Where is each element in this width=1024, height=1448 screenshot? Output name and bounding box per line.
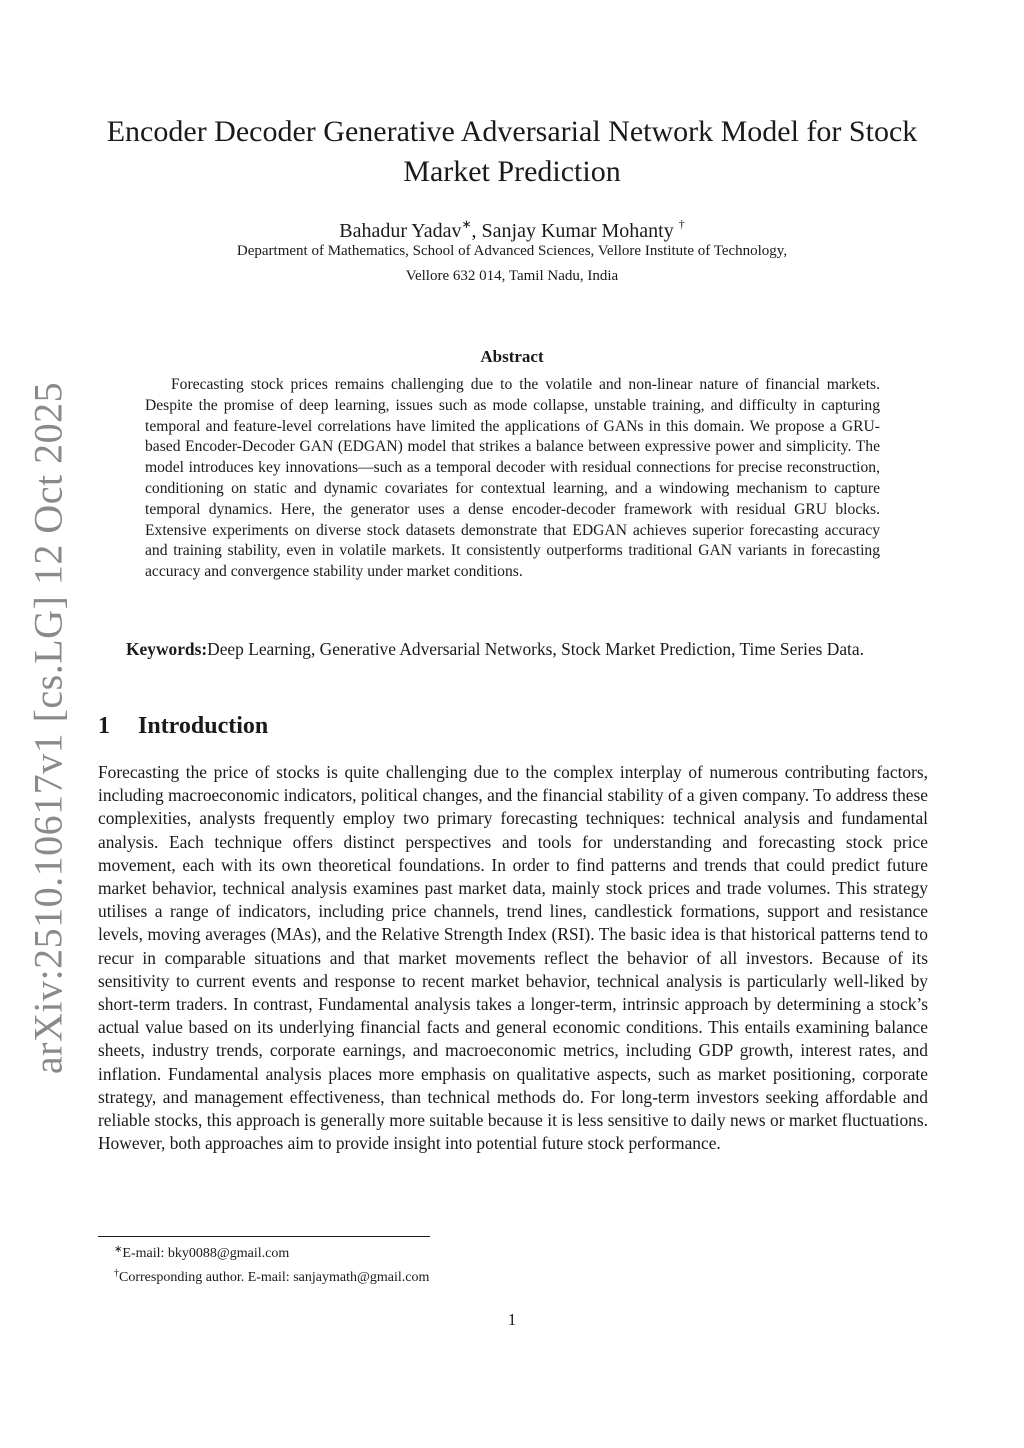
affiliation-line: Department of Mathematics, School of Advanced Sciences, Vellore Institute of Technology, xyxy=(236,243,788,259)
footnote-item xyxy=(98,1240,928,1264)
keywords-label: Keywords: xyxy=(126,639,208,659)
footnote-marker: ∗ xyxy=(461,217,472,231)
abstract-body: Forecasting stock prices remains challenging due to the volatile and non-linear nature of financial markets. Despite the promise of deep learning, issues such as mode collapse, unstable training, and difficulty in capturing temporal and feature-level correlations have limited the applications of GANs in this domain. We propose a GRU-based Encoder-Decoder GAN (EDGAN) model that strikes a balance between expressive power and simplicity. The model introduces key innovations—such as a temporal decoder with residual connections for precise reconstruction, conditioning on static and dynamic covariates for contextual learning, and a windowing mechanism to capture temporal dynamics. Here, the generator uses a dense encoder-decoder framework with residual GRU blocks. Extensive experiments on diverse stock datasets demonstrate that EDGAN achieves superior forecasting accuracy and training stability, even in volatile markets. It consistently outperforms traditional GAN variants in forecasting accuracy and convergence stability under market conditions. xyxy=(145,376,880,581)
keywords-text: Deep Learning, Generative Adversarial Networks, Stock Market Prediction, Time Series Data. xyxy=(207,639,864,659)
footnote-marker: † xyxy=(678,217,685,231)
arxiv-identifier-stamp: arXiv:2510.10617v1 [cs.LG] 12 Oct 2025 xyxy=(25,381,71,1075)
keywords xyxy=(98,638,928,662)
footnote-divider xyxy=(98,1236,430,1237)
author-name: Bahadur Yadav xyxy=(339,220,462,242)
author-separator: , xyxy=(471,220,477,242)
page-number: 1 xyxy=(507,1310,517,1329)
footnote-item xyxy=(98,1264,928,1288)
footnote-mark: † xyxy=(114,1268,119,1279)
footnote-mark: ∗ xyxy=(114,1244,123,1255)
abstract-heading: Abstract xyxy=(480,347,544,366)
affiliation xyxy=(150,239,874,289)
footnote-text: E-mail: bky0088@gmail.com xyxy=(122,1246,290,1261)
section-number: 1 xyxy=(98,713,110,739)
section-title: Introduction xyxy=(138,713,269,739)
paper-title: Encoder Decoder Generative Adversarial Network Model for Stock Market Prediction xyxy=(106,115,918,188)
affiliation-line: Vellore 632 014, Tamil Nadu, India xyxy=(405,268,619,284)
author-name: Sanjay Kumar Mohanty xyxy=(481,220,674,242)
section-heading xyxy=(98,713,268,740)
introduction-body: Forecasting the price of stocks is quite challenging due to the complex interplay of numerous contributing factors, including macroeconomic indicators, political changes, and the financial stability of a given company. To address these complexities, analysts frequently employ two primary forecasting techniques: technical analysis and fundamental analysis. Each technique offers distinct perspectives and tools for understanding and forecasting stock price movement, each with its own theoretical foundations. In order to find patterns and trends that could predict future market behavior, technical analysis examines past market data, mainly stock prices and trade volumes. This strategy utilises a range of indicators, including price channels, trend lines, candlestick formations, support and resistance levels, moving averages (MAs), and the Relative Strength Index (RSI). The basic idea is that historical patterns tend to recur in comparable situations and that market movements reflect the behavior of all investors. Because of its sensitivity to current events and response to recent market behavior, technical analysis is particularly well-liked by short-term traders. In contrast, Fundamental analysis takes a longer-term, intrinsic approach by determining a stock’s actual value based on its underlying financial facts and general economic conditions. This entails examining balance sheets, industry trends, corporate earnings, and macroeconomic metrics, including GDP growth, interest rates, and inflation. Fundamental analysis places more emphasis on qualitative aspects, such as market positioning, corporate strategy, and management effectiveness, than technical methods do. For long-term investors seeking affordable and reliable stocks, this approach is generally more suitable because it is less sensitive to daily news or market fluctuations. However, both approaches aim to provide insight into potential future stock performance. xyxy=(98,762,928,1154)
footnote-text: Corresponding author. E-mail: sanjaymath@gmail.com xyxy=(119,1270,430,1285)
footnotes xyxy=(98,1240,928,1288)
